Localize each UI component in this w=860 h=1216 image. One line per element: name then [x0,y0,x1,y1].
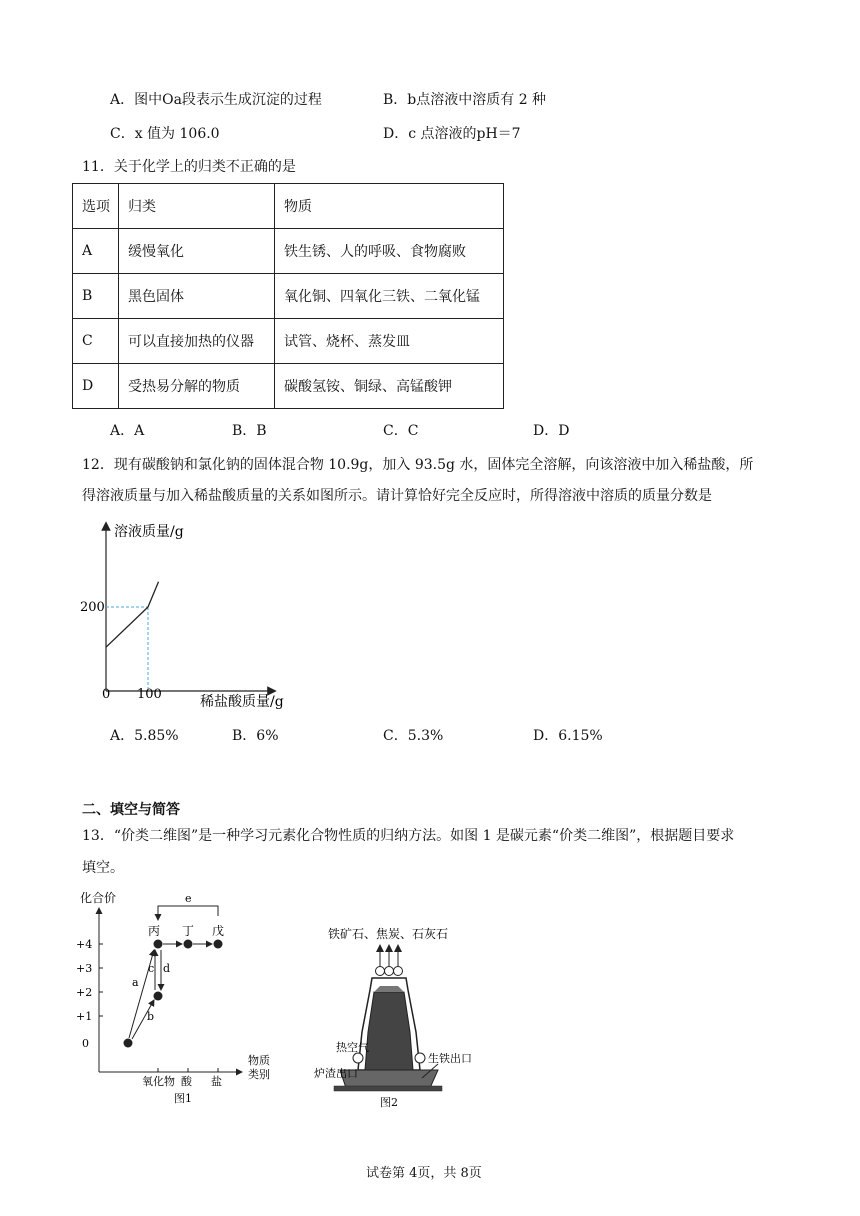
fig2-hot-air-label: 热空气 [336,1041,369,1054]
table-header-substances: 物质 [275,184,504,229]
table-header-category: 归类 [119,184,275,229]
table-row [73,319,504,364]
table-header-row [73,184,504,229]
q12-option-d: D．6.15% [533,728,603,744]
table-cell: D [73,364,119,409]
q10-option-b: B．b点溶液中溶质有 2 种 [383,92,547,108]
table-cell: 受热易分解的物质 [119,364,275,409]
fig1-ytick: +2 [76,986,93,999]
node-carbon [124,1039,133,1048]
y-tick-label: 200 [80,600,105,615]
q11-option-d: D．D [533,423,570,439]
arrow-a-label: a [132,976,139,989]
table-cell: 试管、烧杯、蒸发皿 [275,319,504,364]
q11-option-a: A．A [110,423,145,439]
table-row [73,274,504,319]
q10-option-a: A．图中Oa段表示生成沉淀的过程 [110,92,322,108]
q11-option-c: C．C [383,423,419,439]
q12-option-a: A．5.85% [110,728,179,744]
q10-option-c: C．x 值为 106.0 [110,126,220,142]
arrow-b-label: b [147,1010,155,1023]
fig1-xtick: 氧化物 [142,1075,175,1088]
fig1-xtick: 酸 [181,1075,192,1088]
fig1-x-label-line2: 类别 [248,1068,270,1081]
arrow-e-label: e [185,892,192,905]
x-tick-label: 100 [137,687,162,702]
y-axis-label: 溶液质量/g [114,524,184,540]
fig1-xtick: 盐 [211,1075,222,1088]
q12-option-c: C．5.3% [383,728,444,744]
arrow-d-label: d [163,962,171,975]
x-axis-label: 稀盐酸质量/g [200,694,284,710]
classification-table [72,183,504,409]
fig1-ytick: +3 [76,962,93,975]
fig1-ytick: 0 [82,1037,89,1050]
q12-stem-line1: 12．现有碳酸钠和氯化钠的固体混合物 10.9g，加入 93.5g 水，固体完全溶解，向该溶液中加入稀盐酸，所 [82,457,754,473]
q12-stem-line2: 得溶液质量与加入稀盐酸质量的关系如图所示。请计算恰好完全反应时，所得溶液中溶质的质量分数是 [82,488,712,504]
q10-option-d: D．c 点溶液的pH＝7 [383,126,521,142]
node-bing-label: 丙 [148,924,161,938]
node-ding [184,940,193,949]
q13-stem-line2: 填空。 [82,860,124,876]
table-row [73,229,504,274]
fig1-ytick: +1 [76,1010,93,1023]
q11-stem: 11．关于化学上的归类不正确的是 [82,159,296,175]
section-title: 二、填空与简答 [82,802,180,818]
table-cell: 可以直接加热的仪器 [119,319,275,364]
figure-2-blast-furnace [310,920,510,1110]
table-cell: 铁生锈、人的呼吸、食物腐败 [275,229,504,274]
fig2-slag-label: 炉渣出口 [314,1067,358,1080]
hot-air-inlet [353,1053,363,1063]
node-wu-label: 戊 [212,924,225,938]
q13-stem-line1: 13．“价类二维图”是一种学习元素化合物性质的归纳方法。如图 1 是碳元素“价类二维图”，根据题目要求 [82,828,735,844]
node-ding-label: 丁 [182,924,195,938]
table-cell: 碳酸氢铵、铜绿、高锰酸钾 [275,364,504,409]
furnace-interior [365,992,413,1070]
table-cell: B [73,274,119,319]
table-cell: C [73,319,119,364]
fig1-caption: 图1 [174,1092,192,1105]
iron-outlet-port [415,1053,425,1063]
fig1-ytick: +4 [76,938,93,951]
page-footer: 试卷第 4页，共 8页 [366,1166,482,1181]
arrow-e [158,906,218,920]
q11-option-b: B．B [232,423,267,439]
node-bing [154,940,163,949]
arrow-c-label: c [148,962,155,975]
figure-1-valence-diagram [72,886,292,1108]
fig1-x-label-line1: 物质 [248,1054,270,1067]
table-row [73,364,504,409]
fig2-top-label: 铁矿石、焦炭、石灰石 [328,927,449,941]
table-cell: 氧化铜、四氧化三铁、二氧化锰 [275,274,504,319]
series-line-2 [148,582,159,607]
origin-label: 0 [102,687,111,702]
table-cell: 缓慢氧化 [119,229,275,274]
q12-option-b: B．6% [232,728,279,744]
fig2-iron-label: 生铁出口 [428,1052,472,1065]
fig1-y-label: 化合价 [80,891,117,905]
table-cell: A [73,229,119,274]
table-header-option: 选项 [73,184,119,229]
fig2-caption: 图2 [380,1096,398,1109]
table-cell: 黑色固体 [119,274,275,319]
q12-chart [72,516,302,716]
node-wu [214,940,223,949]
node-plus2-oxide [154,992,163,1001]
series-line-1 [106,607,148,647]
